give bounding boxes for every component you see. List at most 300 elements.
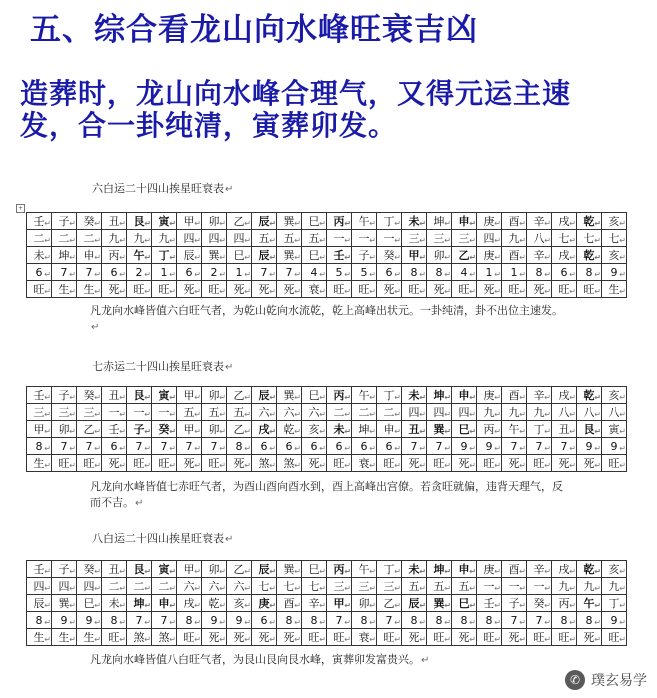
- table-cell: 卯 ↵: [427, 247, 452, 264]
- table-cell: 9 ↵: [602, 438, 627, 455]
- table-cell: 五 ↵: [202, 404, 227, 421]
- table-cell: 九 ↵: [127, 230, 152, 247]
- table-cell: 戌 ↵: [552, 247, 577, 264]
- table-cell: 三 ↵: [77, 404, 102, 421]
- table-cell: 乾 ↵: [577, 213, 602, 230]
- table-row: [27, 247, 627, 264]
- table-cell: 癸 ↵: [77, 561, 102, 578]
- table-cell: 9 ↵: [52, 612, 77, 629]
- table-cell: 癸 ↵: [527, 595, 552, 612]
- table-cell: 庚 ↵: [477, 561, 502, 578]
- table-cell: 申 ↵: [377, 421, 402, 438]
- table-cell: 8 ↵: [552, 612, 577, 629]
- table-cell: 申 ↵: [452, 387, 477, 404]
- table-cell: 八 ↵: [602, 404, 627, 421]
- table-cell: 癸 ↵: [77, 213, 102, 230]
- table-cell: 卯 ↵: [202, 421, 227, 438]
- table-cell: 巽 ↵: [277, 213, 302, 230]
- table-cell: 死 ↵: [202, 629, 227, 646]
- table-cell: 6 ↵: [177, 264, 202, 281]
- table-cell: 辰 ↵: [402, 595, 427, 612]
- table-cell: 申 ↵: [452, 213, 477, 230]
- table-cell: 四 ↵: [402, 404, 427, 421]
- table-row: [27, 629, 627, 646]
- table-cell: 旺 ↵: [177, 629, 202, 646]
- table-cell: 甲 ↵: [177, 387, 202, 404]
- table-cell: 6 ↵: [102, 438, 127, 455]
- table-cell: 未 ↵: [102, 595, 127, 612]
- table-anchor-icon[interactable]: +: [17, 205, 24, 212]
- table-cell: 死 ↵: [452, 629, 477, 646]
- table-note-7: 凡龙向水峰皆值七赤旺气者，为酉山酉向酉水到，酉上高峰出宫僚。若贪旺就偏，违背天理气，反而不吉。↵: [90, 480, 563, 509]
- table-cell: 子 ↵: [502, 595, 527, 612]
- table-cell: 乾 ↵: [577, 561, 602, 578]
- table-cell: 死 ↵: [102, 455, 127, 472]
- table-cell: 2 ↵: [127, 264, 152, 281]
- table-cell: 九 ↵: [527, 404, 552, 421]
- table-cell: 旺 ↵: [127, 281, 152, 298]
- table-cell: 亥 ↵: [602, 213, 627, 230]
- table-cell: 旺 ↵: [577, 281, 602, 298]
- table-cell: 8 ↵: [352, 612, 377, 629]
- table-cell: 未 ↵: [327, 421, 352, 438]
- table-cell: 亥 ↵: [602, 247, 627, 264]
- table-cell: 巽 ↵: [52, 595, 77, 612]
- table-cell: 癸 ↵: [77, 387, 102, 404]
- table-cell: 四 ↵: [452, 404, 477, 421]
- table-cell: 壬 ↵: [477, 595, 502, 612]
- table-cell: 四 ↵: [227, 230, 252, 247]
- table-cell: 申 ↵: [152, 595, 177, 612]
- table-cell: 酉 ↵: [502, 247, 527, 264]
- table-cell: 酉 ↵: [502, 213, 527, 230]
- table-cell: 煞 ↵: [127, 629, 152, 646]
- principle-heading: [20, 78, 650, 142]
- table-cell: 三 ↵: [402, 230, 427, 247]
- table-cell: 五 ↵: [427, 578, 452, 595]
- table-cell: 死 ↵: [402, 455, 427, 472]
- table-cell: 巳 ↵: [302, 561, 327, 578]
- table-cell: 辛 ↵: [527, 387, 552, 404]
- table-cell: 酉 ↵: [502, 561, 527, 578]
- table-cell: 五 ↵: [227, 404, 252, 421]
- table-cell: 子 ↵: [352, 247, 377, 264]
- table-cell: 旺 ↵: [427, 455, 452, 472]
- table-cell: 艮 ↵: [577, 421, 602, 438]
- table-row: [27, 264, 627, 281]
- table-cell: 死 ↵: [502, 455, 527, 472]
- table-cell: 8 ↵: [27, 438, 52, 455]
- table-cell: 八 ↵: [552, 404, 577, 421]
- table-cell: 死 ↵: [177, 455, 202, 472]
- table-cell: 7 ↵: [552, 438, 577, 455]
- wechat-icon: ✆: [565, 670, 585, 690]
- table-cell: 8 ↵: [452, 612, 477, 629]
- table-cell: 6 ↵: [327, 438, 352, 455]
- table-cell: 壬 ↵: [27, 561, 52, 578]
- star-table-7: [26, 386, 627, 472]
- table-cell: 二 ↵: [52, 230, 77, 247]
- table-cell: 旺 ↵: [127, 455, 152, 472]
- table-cell: 7 ↵: [152, 612, 177, 629]
- table-cell: 衰 ↵: [352, 455, 377, 472]
- table-note-6: 凡龙向水峰皆值六白旺气者，为乾山乾向水流乾，乾上高峰出状元。一卦纯清，卦不出位主速发。↵: [90, 304, 563, 333]
- table-cell: 6 ↵: [102, 264, 127, 281]
- table-row: [27, 578, 627, 595]
- table-cell: 丑 ↵: [102, 561, 127, 578]
- table-cell: 六 ↵: [227, 578, 252, 595]
- table-cell: 死 ↵: [527, 281, 552, 298]
- table-cell: 坤 ↵: [427, 213, 452, 230]
- table-cell: 丁 ↵: [377, 213, 402, 230]
- table-cell: 癸 ↵: [377, 247, 402, 264]
- table-cell: 7 ↵: [202, 438, 227, 455]
- table-cell: 寅 ↵: [602, 421, 627, 438]
- table-cell: 四 ↵: [427, 404, 452, 421]
- table-cell: 未 ↵: [402, 561, 427, 578]
- table-cell: 死 ↵: [502, 629, 527, 646]
- table-cell: 卯 ↵: [202, 213, 227, 230]
- table-cell: 死 ↵: [177, 281, 202, 298]
- table-cell: 巽 ↵: [277, 561, 302, 578]
- table-cell: 艮 ↵: [127, 213, 152, 230]
- star-table-6: [26, 212, 627, 298]
- table-cell: 三 ↵: [377, 578, 402, 595]
- table-cell: 旺 ↵: [27, 281, 52, 298]
- table-row: [27, 455, 627, 472]
- table-cell: 巽 ↵: [427, 595, 452, 612]
- table-cell: 9 ↵: [602, 264, 627, 281]
- table-cell: 6 ↵: [302, 438, 327, 455]
- table-cell: 九 ↵: [602, 578, 627, 595]
- watermark: [565, 670, 647, 690]
- table-cell: 8 ↵: [227, 438, 252, 455]
- table-cell: 申 ↵: [77, 247, 102, 264]
- table-cell: 丁 ↵: [602, 595, 627, 612]
- table-cell: 庚 ↵: [477, 387, 502, 404]
- table-cell: 子 ↵: [52, 213, 77, 230]
- table-cell: 七 ↵: [302, 578, 327, 595]
- table-cell: 4 ↵: [302, 264, 327, 281]
- table-cell: 9 ↵: [477, 438, 502, 455]
- table-cell: 生 ↵: [77, 281, 102, 298]
- table-cell: 卯 ↵: [202, 561, 227, 578]
- table-cell: 旺 ↵: [152, 281, 177, 298]
- table-cell: 1 ↵: [227, 264, 252, 281]
- table-cell: 7 ↵: [52, 264, 77, 281]
- table-cell: 子 ↵: [52, 561, 77, 578]
- table-cell: 9 ↵: [577, 438, 602, 455]
- table-cell: 壬 ↵: [102, 421, 127, 438]
- table-cell: 巽 ↵: [277, 247, 302, 264]
- table-cell: 癸 ↵: [152, 421, 177, 438]
- table-cell: 7 ↵: [502, 612, 527, 629]
- table-cell: 丙 ↵: [327, 387, 352, 404]
- table-cell: 旺 ↵: [77, 455, 102, 472]
- table-cell: 7 ↵: [277, 264, 302, 281]
- table-cell: 亥 ↵: [602, 387, 627, 404]
- table-cell: 旺 ↵: [502, 281, 527, 298]
- table-cell: 八 ↵: [527, 230, 552, 247]
- table-cell: 一 ↵: [127, 404, 152, 421]
- table-cell: 甲 ↵: [177, 213, 202, 230]
- table-cell: 巳 ↵: [227, 247, 252, 264]
- table-cell: 8 ↵: [577, 264, 602, 281]
- table-cell: 乙 ↵: [452, 247, 477, 264]
- table-cell: 艮 ↵: [127, 561, 152, 578]
- table-cell: 乙 ↵: [77, 421, 102, 438]
- table-cell: 旺 ↵: [52, 455, 77, 472]
- table-cell: 2 ↵: [202, 264, 227, 281]
- table-row: [27, 404, 627, 421]
- table-cell: 5 ↵: [352, 264, 377, 281]
- table-cell: 8 ↵: [302, 612, 327, 629]
- table-cell: 丙 ↵: [327, 561, 352, 578]
- table-cell: 二 ↵: [152, 578, 177, 595]
- table-cell: 子 ↵: [52, 387, 77, 404]
- table-cell: 午 ↵: [352, 213, 377, 230]
- table-cell: 午 ↵: [577, 595, 602, 612]
- table-cell: 7 ↵: [502, 438, 527, 455]
- table-cell: 九 ↵: [577, 578, 602, 595]
- table-cell: 辰 ↵: [252, 247, 277, 264]
- table-cell: 酉 ↵: [277, 595, 302, 612]
- table-cell: 乾 ↵: [202, 595, 227, 612]
- table-cell: 衰 ↵: [352, 629, 377, 646]
- table-cell: 生 ↵: [27, 629, 52, 646]
- table-row: [27, 438, 627, 455]
- table-cell: 7 ↵: [252, 264, 277, 281]
- table-cell: 巽 ↵: [277, 387, 302, 404]
- table-cell: 死 ↵: [452, 455, 477, 472]
- table-cell: 午 ↵: [352, 387, 377, 404]
- table-cell: 子 ↵: [127, 421, 152, 438]
- table-cell: 坤 ↵: [352, 421, 377, 438]
- table-cell: 壬 ↵: [27, 387, 52, 404]
- table-cell: 辛 ↵: [527, 213, 552, 230]
- table-cell: 死 ↵: [402, 629, 427, 646]
- table-cell: 五 ↵: [252, 230, 277, 247]
- table-cell: 死 ↵: [577, 455, 602, 472]
- table-cell: 四 ↵: [27, 578, 52, 595]
- table-cell: 旺 ↵: [477, 629, 502, 646]
- table-cell: 未 ↵: [402, 213, 427, 230]
- table-cell: 6 ↵: [377, 264, 402, 281]
- table-cell: 辰 ↵: [177, 247, 202, 264]
- table-cell: 生 ↵: [27, 455, 52, 472]
- table-row: [27, 561, 627, 578]
- table-cell: 死 ↵: [302, 455, 327, 472]
- table-cell: 旺 ↵: [327, 281, 352, 298]
- table-cell: 死 ↵: [277, 629, 302, 646]
- table-cell: 衰 ↵: [302, 281, 327, 298]
- table-cell: 乙 ↵: [227, 213, 252, 230]
- table-note-8: 凡龙向水峰皆值八白旺气者，为艮山艮向艮水峰，寅葬卯发富贵兴。↵: [90, 653, 430, 666]
- table-cell: 旺 ↵: [327, 629, 352, 646]
- table-cell: 7 ↵: [327, 612, 352, 629]
- table-cell: 旺 ↵: [202, 455, 227, 472]
- table-cell: 辛 ↵: [527, 247, 552, 264]
- table-cell: 旺 ↵: [602, 455, 627, 472]
- table-cell: 卯 ↵: [352, 595, 377, 612]
- table-cell: 4 ↵: [452, 264, 477, 281]
- table-caption-6: 六白运二十四山挨星旺衰表↵: [92, 182, 234, 195]
- table-cell: 8 ↵: [402, 264, 427, 281]
- table-cell: 二 ↵: [327, 404, 352, 421]
- table-cell: 巳 ↵: [77, 595, 102, 612]
- table-row: [27, 213, 627, 230]
- table-cell: 巳 ↵: [452, 595, 477, 612]
- table-cell: 死 ↵: [227, 455, 252, 472]
- table-cell: 一 ↵: [377, 230, 402, 247]
- table-cell: 亥 ↵: [302, 421, 327, 438]
- table-cell: 乾 ↵: [277, 421, 302, 438]
- table-cell: 三 ↵: [327, 578, 352, 595]
- table-cell: 7 ↵: [77, 438, 102, 455]
- table-cell: 乾 ↵: [577, 247, 602, 264]
- table-cell: 死 ↵: [102, 281, 127, 298]
- table-cell: 甲 ↵: [402, 247, 427, 264]
- table-cell: 庚 ↵: [252, 595, 277, 612]
- table-cell: 三 ↵: [27, 404, 52, 421]
- table-cell: 9 ↵: [202, 612, 227, 629]
- table-cell: 旺 ↵: [202, 281, 227, 298]
- table-cell: 7 ↵: [77, 264, 102, 281]
- table-cell: 巳 ↵: [452, 421, 477, 438]
- table-cell: 生 ↵: [52, 281, 77, 298]
- heading-line-2: 发，合一卦纯清，寅葬卯发。: [20, 109, 398, 142]
- table-cell: 6 ↵: [377, 438, 402, 455]
- table-cell: 六 ↵: [177, 578, 202, 595]
- table-cell: 六 ↵: [252, 404, 277, 421]
- table-cell: 一 ↵: [102, 404, 127, 421]
- table-cell: 煞 ↵: [252, 455, 277, 472]
- table-cell: 生 ↵: [602, 281, 627, 298]
- table-cell: 一 ↵: [327, 230, 352, 247]
- table-cell: 五 ↵: [302, 230, 327, 247]
- table-caption-7: 七赤运二十四山挨星旺衰表↵: [92, 360, 234, 373]
- table-cell: 二 ↵: [127, 578, 152, 595]
- table-cell: 8 ↵: [427, 264, 452, 281]
- table-cell: 辛 ↵: [527, 561, 552, 578]
- table-cell: 旺 ↵: [152, 455, 177, 472]
- table-cell: 丙 ↵: [102, 247, 127, 264]
- table-row: [27, 281, 627, 298]
- table-cell: 辰 ↵: [252, 387, 277, 404]
- table-cell: 庚 ↵: [477, 247, 502, 264]
- table-cell: 1 ↵: [152, 264, 177, 281]
- table-cell: 死 ↵: [552, 455, 577, 472]
- table-cell: 戌 ↵: [552, 561, 577, 578]
- table-cell: 生 ↵: [77, 629, 102, 646]
- table-row: [27, 421, 627, 438]
- table-cell: 坤 ↵: [52, 247, 77, 264]
- table-cell: 一 ↵: [477, 578, 502, 595]
- table-cell: 死 ↵: [252, 281, 277, 298]
- table-cell: 巽 ↵: [202, 247, 227, 264]
- table-cell: 6 ↵: [552, 264, 577, 281]
- table-cell: 7 ↵: [427, 438, 452, 455]
- table-cell: 旺 ↵: [377, 455, 402, 472]
- table-cell: 四 ↵: [202, 230, 227, 247]
- table-cell: 甲 ↵: [27, 421, 52, 438]
- table-cell: 九 ↵: [502, 404, 527, 421]
- table-cell: 死 ↵: [427, 281, 452, 298]
- table-cell: 九 ↵: [477, 404, 502, 421]
- table-cell: 生 ↵: [52, 629, 77, 646]
- table-cell: 甲 ↵: [177, 561, 202, 578]
- table-cell: 五 ↵: [402, 578, 427, 595]
- table-cell: 丑 ↵: [102, 213, 127, 230]
- table-cell: 丙 ↵: [552, 595, 577, 612]
- table-cell: 1 ↵: [477, 264, 502, 281]
- table-cell: 一 ↵: [502, 578, 527, 595]
- table-cell: 死 ↵: [377, 281, 402, 298]
- table-cell: 一 ↵: [152, 404, 177, 421]
- table-cell: 旺 ↵: [302, 629, 327, 646]
- table-cell: 亥 ↵: [227, 595, 252, 612]
- table-row: [27, 595, 627, 612]
- table-cell: 午 ↵: [352, 561, 377, 578]
- table-cell: 二 ↵: [27, 230, 52, 247]
- table-cell: 8 ↵: [177, 612, 202, 629]
- table-cell: 巳 ↵: [302, 387, 327, 404]
- table-cell: 6 ↵: [252, 438, 277, 455]
- table-cell: 6 ↵: [352, 438, 377, 455]
- table-cell: 丑 ↵: [552, 421, 577, 438]
- table-cell: 旺 ↵: [552, 281, 577, 298]
- watermark-text: 璞玄易学: [591, 673, 647, 689]
- table-row: [27, 612, 627, 629]
- table-cell: 七 ↵: [602, 230, 627, 247]
- table-cell: 六 ↵: [277, 404, 302, 421]
- table-cell: 艮 ↵: [127, 387, 152, 404]
- table-cell: 九 ↵: [102, 230, 127, 247]
- table-cell: 旺 ↵: [552, 629, 577, 646]
- table-cell: 坤 ↵: [127, 595, 152, 612]
- table-cell: 三 ↵: [427, 230, 452, 247]
- table-cell: 煞 ↵: [277, 455, 302, 472]
- table-cell: 二 ↵: [352, 404, 377, 421]
- table-cell: 8 ↵: [102, 612, 127, 629]
- table-cell: 戌 ↵: [252, 421, 277, 438]
- table-cell: 丑 ↵: [102, 387, 127, 404]
- table-cell: 旺 ↵: [602, 629, 627, 646]
- table-cell: 戌 ↵: [177, 595, 202, 612]
- table-cell: 坤 ↵: [427, 561, 452, 578]
- table-cell: 辰 ↵: [252, 561, 277, 578]
- table-cell: 死 ↵: [252, 629, 277, 646]
- table-cell: 巳 ↵: [302, 247, 327, 264]
- table-cell: 5 ↵: [327, 264, 352, 281]
- table-cell: 丁 ↵: [377, 387, 402, 404]
- table-cell: 8 ↵: [402, 612, 427, 629]
- heading-line-1: 造葬时，龙山向水峰合理气，又得元运主速: [20, 77, 572, 110]
- table-cell: 7 ↵: [402, 438, 427, 455]
- table-cell: 1 ↵: [502, 264, 527, 281]
- table-cell: 申 ↵: [452, 561, 477, 578]
- table-cell: 7 ↵: [527, 438, 552, 455]
- table-cell: 6 ↵: [277, 438, 302, 455]
- table-cell: 6 ↵: [252, 612, 277, 629]
- table-cell: 甲 ↵: [177, 421, 202, 438]
- table-cell: 四 ↵: [52, 578, 77, 595]
- table-cell: 辰 ↵: [27, 595, 52, 612]
- table-cell: 巳 ↵: [302, 213, 327, 230]
- table-cell: 8 ↵: [577, 612, 602, 629]
- table-cell: 六 ↵: [202, 578, 227, 595]
- table-cell: 六 ↵: [302, 404, 327, 421]
